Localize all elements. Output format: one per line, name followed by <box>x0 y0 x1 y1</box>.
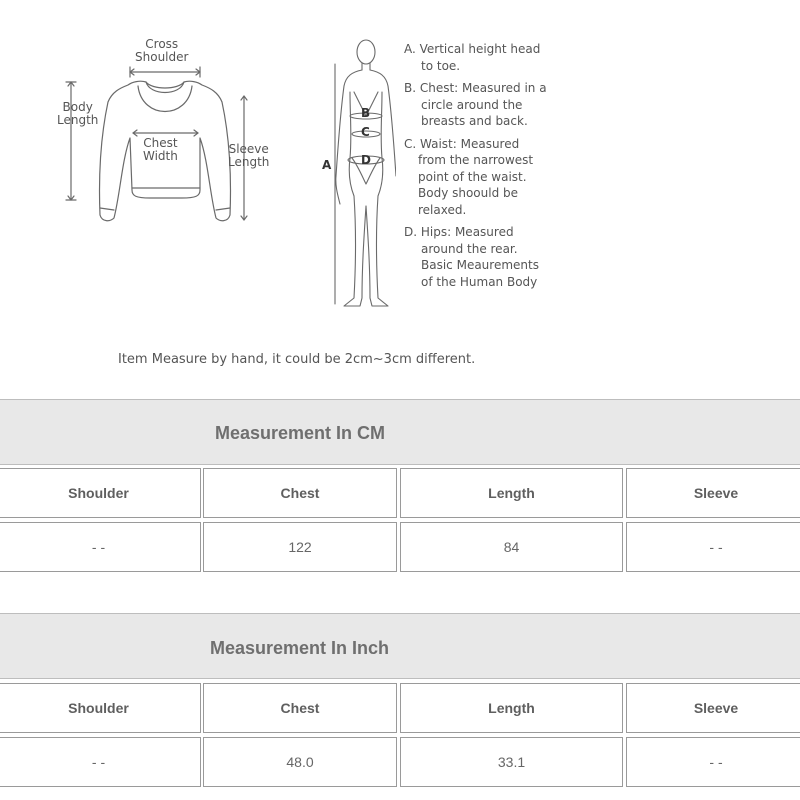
inch-table-title: Measurement In Inch <box>210 638 390 658</box>
cm-value-length: 84 <box>400 522 623 572</box>
legend-item-continuation: to toe. <box>421 58 461 73</box>
letter-c: C <box>361 125 370 139</box>
sleeve-length-label: Sleeve Length <box>228 142 270 169</box>
cross-shoulder-label: Cross Shoulder <box>135 37 189 64</box>
legend-item-c <box>404 136 564 219</box>
human-figure-illustration <box>326 36 396 311</box>
legend-item-a <box>404 41 564 74</box>
legend-item-lead: D. Hips: Measured <box>404 225 514 239</box>
inch-header-sleeve: Sleeve <box>626 683 800 733</box>
letter-d: D <box>361 153 371 167</box>
inch-value-length: 33.1 <box>400 737 623 787</box>
letter-b: B <box>361 106 371 120</box>
inch-value-sleeve: - - <box>626 737 800 787</box>
inch-value-shoulder: - - <box>0 737 201 787</box>
cm-value-chest: 122 <box>203 522 397 572</box>
inch-header-chest: Chest <box>203 683 397 733</box>
legend-item-continuation: around the rear. Basic Meaurements of the Human Body <box>421 241 539 289</box>
cm-header-chest: Chest <box>203 468 397 518</box>
legend-item-lead: C. Waist: Measured <box>404 136 520 151</box>
legend-item-continuation: from the narrowest point of the waist. Body shoould be relaxed. <box>418 153 534 217</box>
legend-item-d <box>404 224 564 290</box>
chest-width-label: Chest Width <box>143 136 178 163</box>
measurement-legend <box>404 41 564 296</box>
cm-value-sleeve: - - <box>626 522 800 572</box>
measurement-note: Item Measure by hand, it could be 2cm~3cm different. <box>118 352 476 367</box>
legend-item-continuation: circle around the breasts and back. <box>421 97 528 128</box>
inch-table-header <box>0 613 800 679</box>
cm-header-sleeve: Sleeve <box>626 468 800 518</box>
legend-item-lead: A. Vertical height head <box>404 42 541 56</box>
cm-table-header <box>0 399 800 465</box>
letter-a: A <box>322 158 332 172</box>
body-diagram <box>326 36 396 311</box>
legend-item-lead: B. Chest: Measured in a <box>404 81 547 95</box>
cm-header-length: Length <box>400 468 623 518</box>
inch-header-length: Length <box>400 683 623 733</box>
inch-value-chest: 48.0 <box>203 737 397 787</box>
cm-value-shoulder: - - <box>0 522 201 572</box>
body-length-label: Body Length <box>57 100 99 127</box>
inch-header-shoulder: Shoulder <box>0 683 201 733</box>
legend-item-b <box>404 80 564 130</box>
cm-table-title: Measurement In CM <box>215 423 386 443</box>
cm-header-shoulder: Shoulder <box>0 468 201 518</box>
